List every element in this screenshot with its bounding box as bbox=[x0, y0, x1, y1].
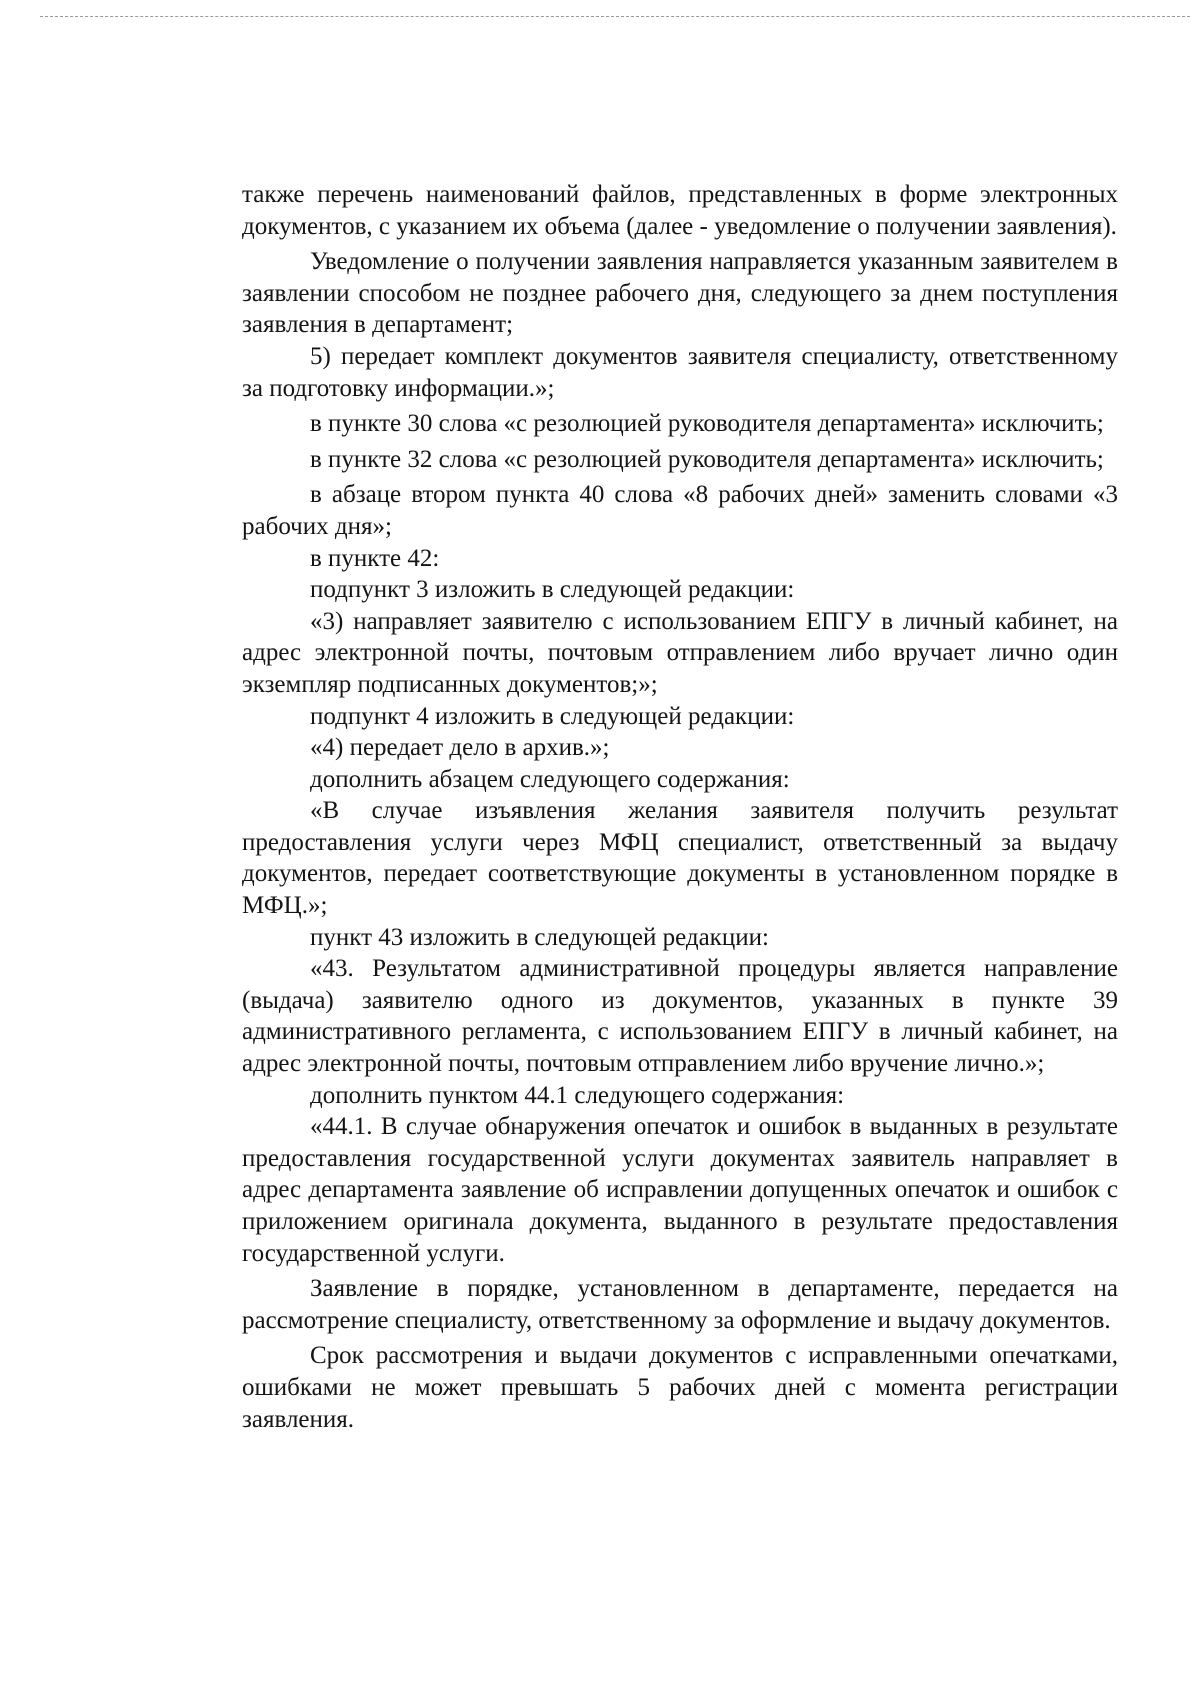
paragraph-notification: Уведомление о получении заявления направляется указанным заявителем в заявлении способом не позднее рабочего дня, следующего за днем поступления заявления в департамент; bbox=[242, 248, 1118, 339]
paragraph-point-43-intro: пункт 43 изложить в следующей редакции: bbox=[310, 923, 769, 951]
paragraph-review-term: Срок рассмотрения и выдачи документов с исправленными опечатками, ошибками не может превышать 5 рабочих дней с момента регистрации заявления. bbox=[242, 1342, 1118, 1433]
paragraph-subitem-3-intro: подпункт 3 изложить в следующей редакции: bbox=[310, 576, 795, 604]
paragraph-mfc: «В случае изъявления желания заявителя получить результат предоставления услуги через МФЦ специалист, ответственный за выдачу документов, передает соответствующие документы в установленном порядке в МФЦ.»; bbox=[242, 797, 1118, 920]
paragraph-subitem-4-intro: подпункт 4 изложить в следующей редакции: bbox=[310, 702, 795, 730]
paragraph-item-5: 5) передает комплект документов заявителя специалисту, ответственному за подготовку информации.»; bbox=[242, 342, 1118, 402]
paragraph-point-42: в пункте 42: bbox=[310, 544, 440, 572]
paragraph-point-43: «43. Результатом административной процедуры является направление (выдача) заявителю одного из документов, указанных в пункте 39 административного регламента, с использованием ЕПГУ в личный кабинет, на адрес электронной почты, почтовым отправлением либо вручение лично.»; bbox=[242, 955, 1118, 1078]
page-top-edge bbox=[40, 16, 1190, 17]
paragraph-point-44-1-intro: дополнить пунктом 44.1 следующего содержания: bbox=[310, 1081, 845, 1109]
paragraph-point-40: в абзаце втором пункта 40 слова «8 рабочих дней» заменить словами «3 рабочих дня»; bbox=[242, 481, 1118, 540]
paragraph-add-abzac-intro: дополнить абзацем следующего содержания: bbox=[310, 765, 790, 793]
paragraph-subitem-4: «4) передает дело в архив.»; bbox=[310, 734, 610, 762]
paragraph-application-order: Заявление в порядке, установленном в департаменте, передается на рассмотрение специалисту, ответственному за оформление и выдачу документов. bbox=[242, 1275, 1118, 1334]
paragraph-point-30: в пункте 30 слова «с резолюцией руководителя департамента» исключить; bbox=[310, 410, 1104, 438]
paragraph-point-44-1: «44.1. В случае обнаружения опечаток и ошибок в выданных в результате предоставления государственной услуги документах заявитель направляет в адрес департамента заявление об исправлении допущенных опечаток и ошибок с приложением оригинала документа, выданного в результате предоставления государственной услуги. bbox=[242, 1113, 1118, 1267]
paragraph-point-32: в пункте 32 слова «с резолюцией руководителя департамента» исключить; bbox=[310, 445, 1104, 473]
paragraph-continuation: также перечень наименований файлов, представленных в форме электронных документов, с указанием их объема (далее - уведомление о получении заявления). bbox=[242, 181, 1118, 240]
document-body bbox=[242, 179, 1118, 1435]
paragraph-subitem-3: «3) направляет заявителю с использованием ЕПГУ в личный кабинет, на адрес электронной почты, почтовым отправлением либо вручает лично один экземпляр подписанных документов;»; bbox=[242, 607, 1118, 698]
